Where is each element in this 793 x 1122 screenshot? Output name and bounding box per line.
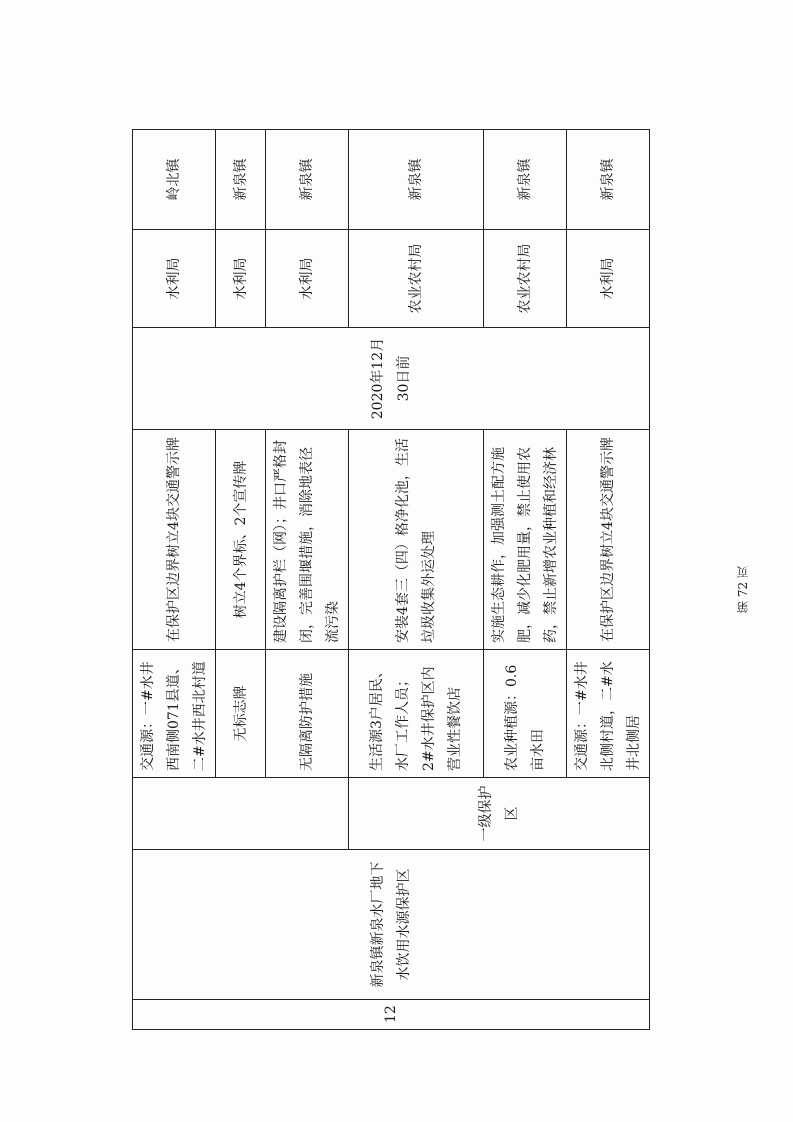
source-cell: 交通源：一#水井西南侧071县道、二#水井西北村道 [133,650,216,778]
town-cell: 岭北镇 [133,130,216,230]
row-number-cell: 12 [133,1000,650,1030]
protection-level-cell: 一级保护区 [349,778,650,850]
dept-cell: 水利局 [266,230,349,328]
source-cell: 无标志牌 [216,650,266,778]
source-cell: 交通源：一#水井北侧村道，二#水井北侧居 [567,650,650,778]
dept-cell: 水利局 [567,230,650,328]
protection-level-cell-empty [133,778,349,850]
source-cell: 农业种植源：0.6亩水田 [484,650,567,778]
measure-cell: 树立4个界标、2个宣传牌 [216,430,266,650]
table-row [133,130,216,1030]
page-footer: 第 72 页 [736,566,750,613]
dept-cell: 农业农村局 [484,230,567,328]
rotated-table-wrapper [132,130,642,1030]
town-cell: 新泉镇 [266,130,349,230]
measure-cell: 建设隔离护栏（网）；井口严格封闭，完善围堰措施，消除地表径流污染 [266,430,349,650]
town-cell: 新泉镇 [216,130,266,230]
measure-cell: 安装4套三（四）格净化池，生活垃圾收集外运处理 [349,430,484,650]
deadline-cell: 2020年12月30日前 [133,328,650,430]
remediation-table [132,129,650,1030]
source-cell: 生活源3户居民、水厂工作人员；2#水井保护区内营业性餐饮店 [349,650,484,778]
measure-cell: 实施生态耕作，加强测土配方施肥，减少化肥用量，禁止使用农药，禁止新增农业种植和经济林 [484,430,567,650]
dept-cell: 水利局 [216,230,266,328]
town-cell: 新泉镇 [567,130,650,230]
dept-cell: 农业农村局 [349,230,484,328]
town-cell: 新泉镇 [484,130,567,230]
source-cell: 无隔离防护措施 [266,650,349,778]
area-name-cell: 新泉镇新泉水厂地下水饮用水源保护区 [133,850,650,1000]
measure-cell: 在保护区边界树立4块交通警示牌 [133,430,216,650]
measure-cell: 在保护区边界树立4块交通警示牌 [567,430,650,650]
town-cell: 新泉镇 [349,130,484,230]
dept-cell: 水利局 [133,230,216,328]
